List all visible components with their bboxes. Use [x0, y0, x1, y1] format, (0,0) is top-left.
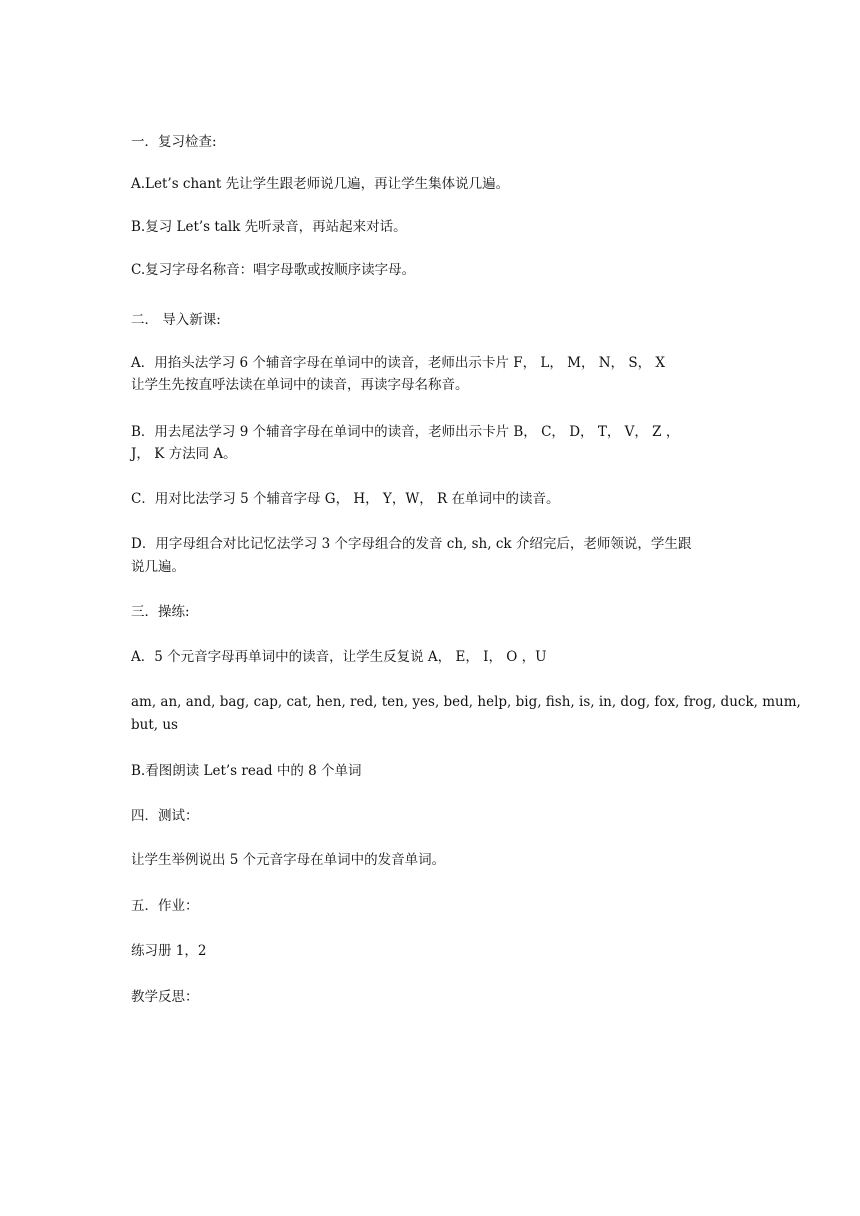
section-2-item-d-line-1: D．用字母组合对比记忆法学习 3 个字母组合的发音 ch, sh, ck 介绍完后，老师领说，学生跟	[131, 536, 692, 552]
section-5-heading: 五．作业：	[131, 898, 199, 914]
section-2-item-a-line-2: 让学生先按直呼法读在单词中的读音，再读字母名称音。	[131, 377, 469, 393]
section-3-heading: 三．操练:	[131, 604, 190, 620]
section-3-item-a: A．5 个元音字母再单词中的读音，让学生反复说 A， E， I， O ，U	[131, 649, 547, 665]
section-2-heading: 二． 导入新课:	[131, 312, 221, 328]
section-1-item-c: C.复习字母名称音：唱字母歌或按顺序读字母。	[131, 262, 416, 278]
section-1-item-b: B.复习 Let’s talk 先听录音，再站起来对话。	[131, 219, 407, 235]
section-2-item-d-line-2: 说几遍。	[131, 559, 185, 575]
section-5-text: 练习册 1，2	[131, 943, 207, 959]
section-1-heading: 一．复习检查:	[131, 134, 217, 150]
section-2-item-b-line-1: B．用去尾法学习 9 个辅音字母在单词中的读音，老师出示卡片 B， C， D， T， V， Z ，	[131, 424, 680, 440]
section-2-item-b-line-2: J， K 方法同 A。	[131, 446, 237, 462]
section-3-word-list-line-2: but, us	[131, 717, 178, 733]
section-1-item-a: A.Let’s chant 先让学生跟老师说几遍，再让学生集体说几遍。	[131, 176, 510, 192]
reflection-heading: 教学反思：	[131, 989, 199, 1005]
section-4-heading: 四．测试：	[131, 808, 199, 824]
section-4-text: 让学生举例说出 5 个元音字母在单词中的发音单词。	[131, 852, 446, 868]
section-2-item-c: C．用对比法学习 5 个辅音字母 G， H， Y，W， R 在单词中的读音。	[131, 491, 560, 507]
section-3-item-b: B.看图朗读 Let’s read 中的 8 个单词	[131, 763, 362, 779]
section-3-word-list-line-1: am, an, and, bag, cap, cat, hen, red, ten, yes, bed, help, big, fish, is, in, dog, fox, frog, duck, mum,	[131, 694, 801, 710]
section-2-item-a-line-1: A．用掐头法学习 6 个辅音字母在单词中的读音，老师出示卡片 F， L， M， N， S， X	[131, 355, 665, 371]
